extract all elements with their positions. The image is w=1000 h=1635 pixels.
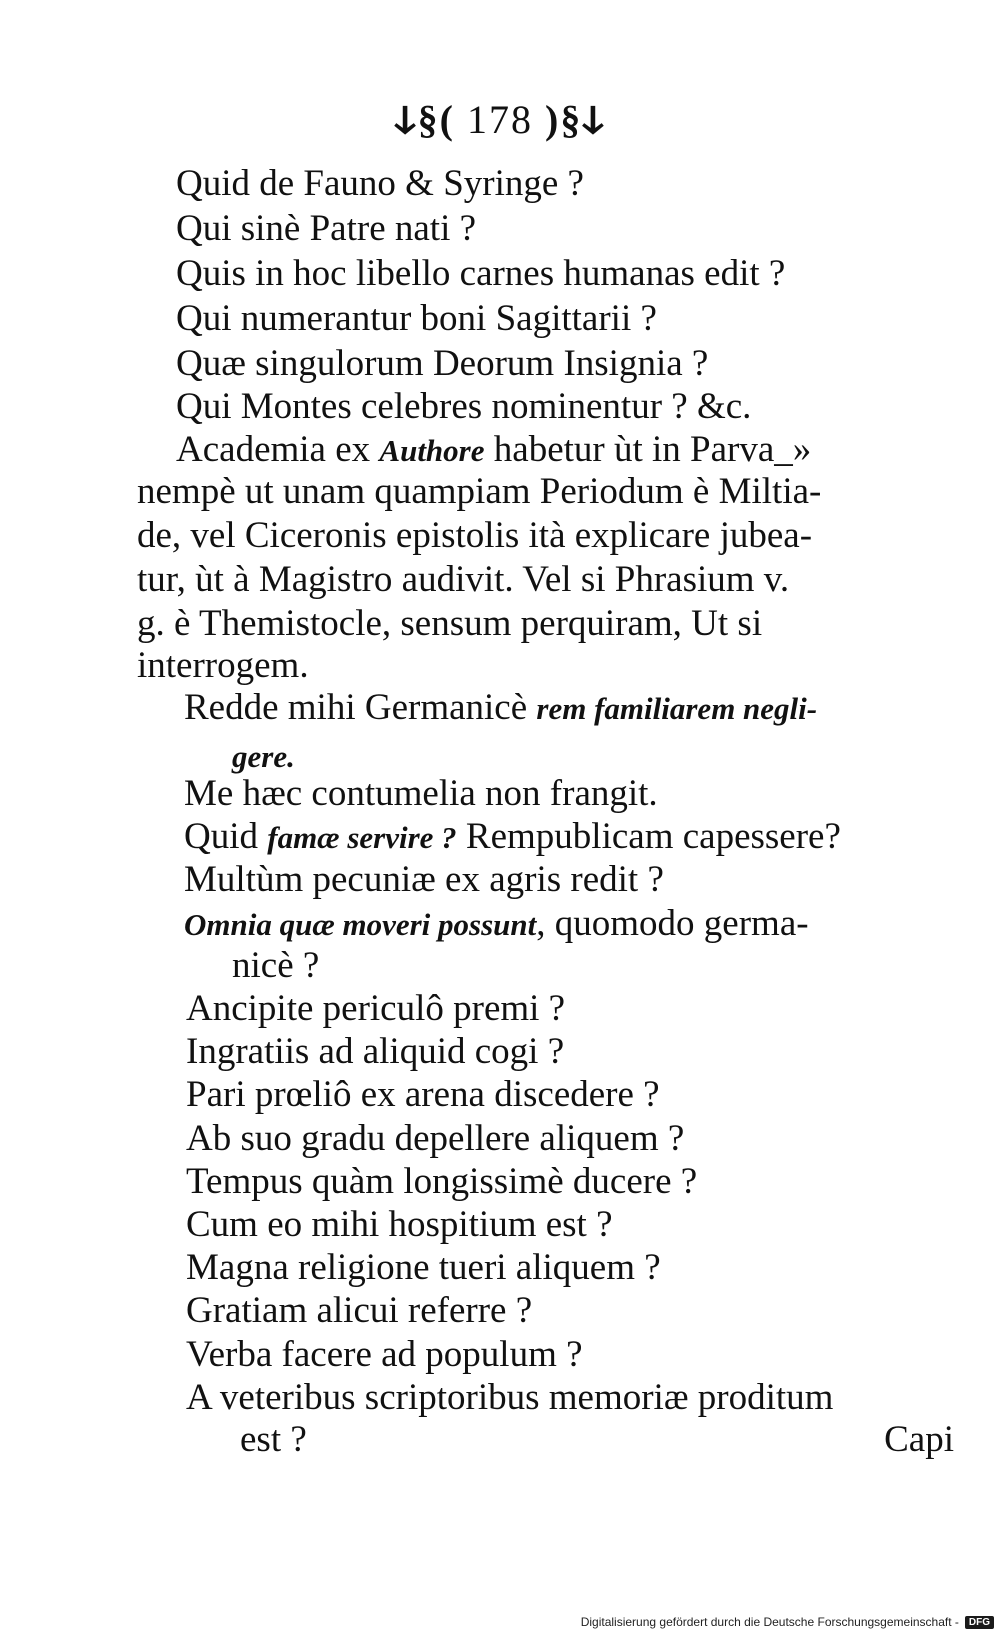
text-line: Ingratiis ad aliquid cogi ? <box>186 1031 565 1072</box>
text-line: Quid de Fauno & Syringe ? <box>176 163 584 204</box>
text-line: Quid famæ servire ? Rempublicam capessere? <box>184 816 841 857</box>
text-line: nempè ut unam quampiam Periodum è Miltia- <box>137 471 822 512</box>
text-line: Ab suo gradu depellere aliquem ? <box>186 1118 685 1159</box>
text-line: Redde mihi Germanicè rem familiarem negli- <box>184 687 818 728</box>
text-line: Quis in hoc libello carnes humanas edit ? <box>176 253 786 294</box>
text-line: Tempus quàm longissimè ducere ? <box>186 1161 698 1202</box>
text-line: Magna religione tueri aliquem ? <box>186 1247 661 1288</box>
text-line: Qui numerantur boni Sagittarii ? <box>176 298 657 339</box>
text-line: Multùm pecuniæ ex agris redit ? <box>184 859 664 900</box>
catchword: Capi <box>884 1419 954 1460</box>
text-line: Omnia quæ moveri possunt, quomodo germa- <box>184 903 809 944</box>
text-line: Gratiam alicui referre ? <box>186 1290 533 1331</box>
text-line: interrogem. <box>137 645 309 686</box>
text-line: A veteribus scriptoribus memoriæ proditum <box>186 1377 834 1418</box>
text-line: tur, ùt à Magistro audivit. Vel si Phrasium v. <box>137 559 790 600</box>
dfg-logo: DFG <box>965 1616 994 1629</box>
text-line: g. è Themistocle, sensum perquiram, Ut si <box>137 603 763 644</box>
footer-text: Digitalisierung gefördert durch die Deutsche Forschungsgemeinschaft - <box>580 1615 959 1629</box>
page-header <box>0 96 1000 143</box>
text-line: de, vel Ciceronis epistolis ità explicare jubea- <box>137 515 813 556</box>
text-line: gere. <box>232 739 295 774</box>
text-line: Academia ex Authore habetur ùt in Parva_» <box>176 429 812 470</box>
text-line: Ancipite periculô premi ? <box>186 988 566 1029</box>
page-number: 178 <box>467 97 533 142</box>
text-line: est ? <box>240 1419 307 1460</box>
right-ornament: )§ↆ <box>545 97 606 142</box>
text-line: Me hæc contumelia non frangit. <box>184 773 658 814</box>
text-line: Quæ singulorum Deorum Insignia ? <box>176 343 709 384</box>
left-ornament: ↆ§( <box>394 97 455 142</box>
text-line: Qui sinè Patre nati ? <box>176 208 477 249</box>
footer <box>581 1615 994 1629</box>
text-line: Qui Montes celebres nominentur ? &c. <box>176 386 752 427</box>
text-line: nicè ? <box>232 945 320 986</box>
text-line: Pari prœliô ex arena discedere ? <box>186 1074 660 1115</box>
text-line: Cum eo mihi hospitium est ? <box>186 1204 613 1245</box>
text-line: Verba facere ad populum ? <box>186 1334 583 1375</box>
